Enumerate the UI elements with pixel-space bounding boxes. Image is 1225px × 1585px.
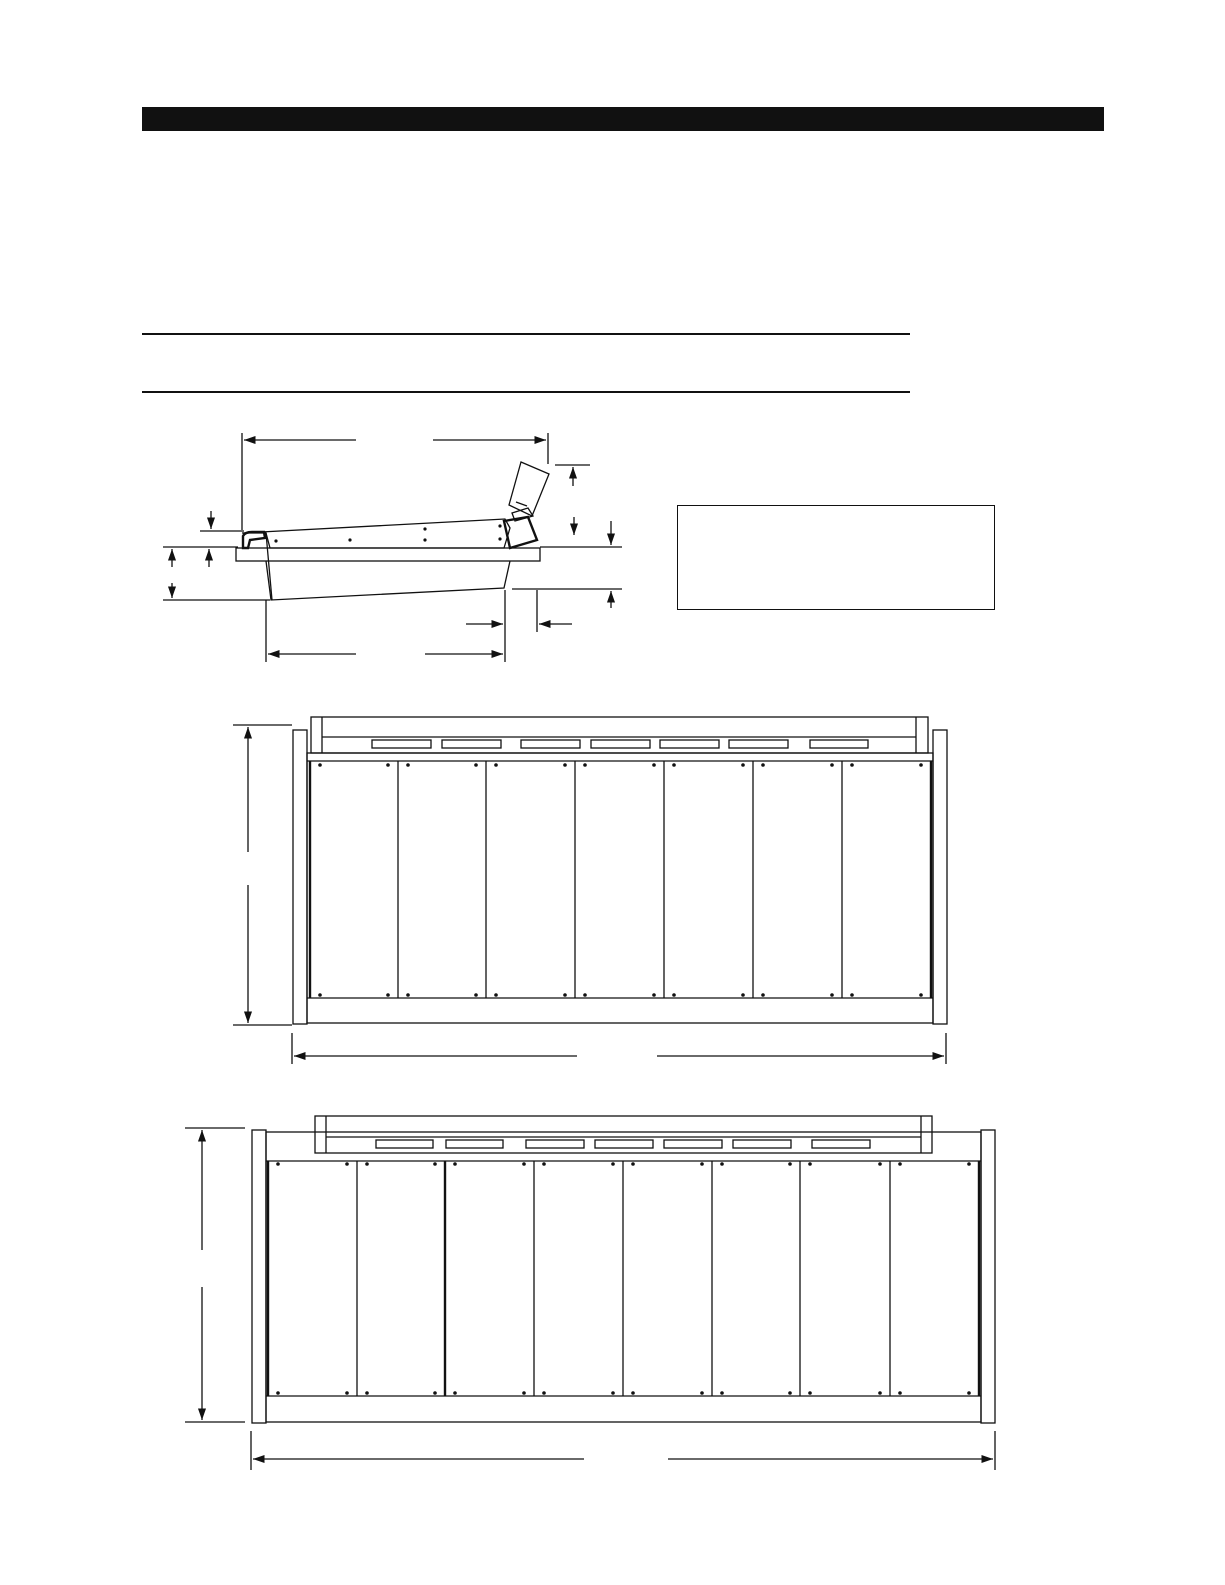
top-view-eight-dimensions [185, 1128, 995, 1470]
panel-screw [878, 1391, 882, 1395]
top-view-eight-panel-dividers [357, 1161, 890, 1396]
panel-screw [542, 1391, 546, 1395]
panel-screw [433, 1391, 437, 1395]
panel-screw [365, 1162, 369, 1166]
panel-screw [808, 1162, 812, 1166]
panel-screw [345, 1162, 349, 1166]
panel-screw [365, 1391, 369, 1395]
panel-screw [967, 1162, 971, 1166]
panel-screw [522, 1391, 526, 1395]
panel-screw [276, 1391, 280, 1395]
panel-screw [522, 1162, 526, 1166]
panel-screw [898, 1162, 902, 1166]
panel-screw [808, 1391, 812, 1395]
top-view-eight-meter-slots [376, 1140, 870, 1148]
panel-screw [345, 1391, 349, 1395]
panel-screw [788, 1162, 792, 1166]
panel-screw [631, 1162, 635, 1166]
panel-screw [720, 1162, 724, 1166]
panel-screw [542, 1162, 546, 1166]
panel-screw [788, 1391, 792, 1395]
panel-screw [700, 1391, 704, 1395]
panel-screw [276, 1162, 280, 1166]
panel-screw [878, 1162, 882, 1166]
panel-screw [898, 1391, 902, 1395]
panel-screw [611, 1391, 615, 1395]
panel-screw [631, 1391, 635, 1395]
panel-screw [433, 1162, 437, 1166]
panel-screw [967, 1391, 971, 1395]
panel-screw [720, 1391, 724, 1395]
panel-screw [700, 1162, 704, 1166]
panel-screw [453, 1391, 457, 1395]
panel-screw [453, 1162, 457, 1166]
panel-screw [611, 1162, 615, 1166]
